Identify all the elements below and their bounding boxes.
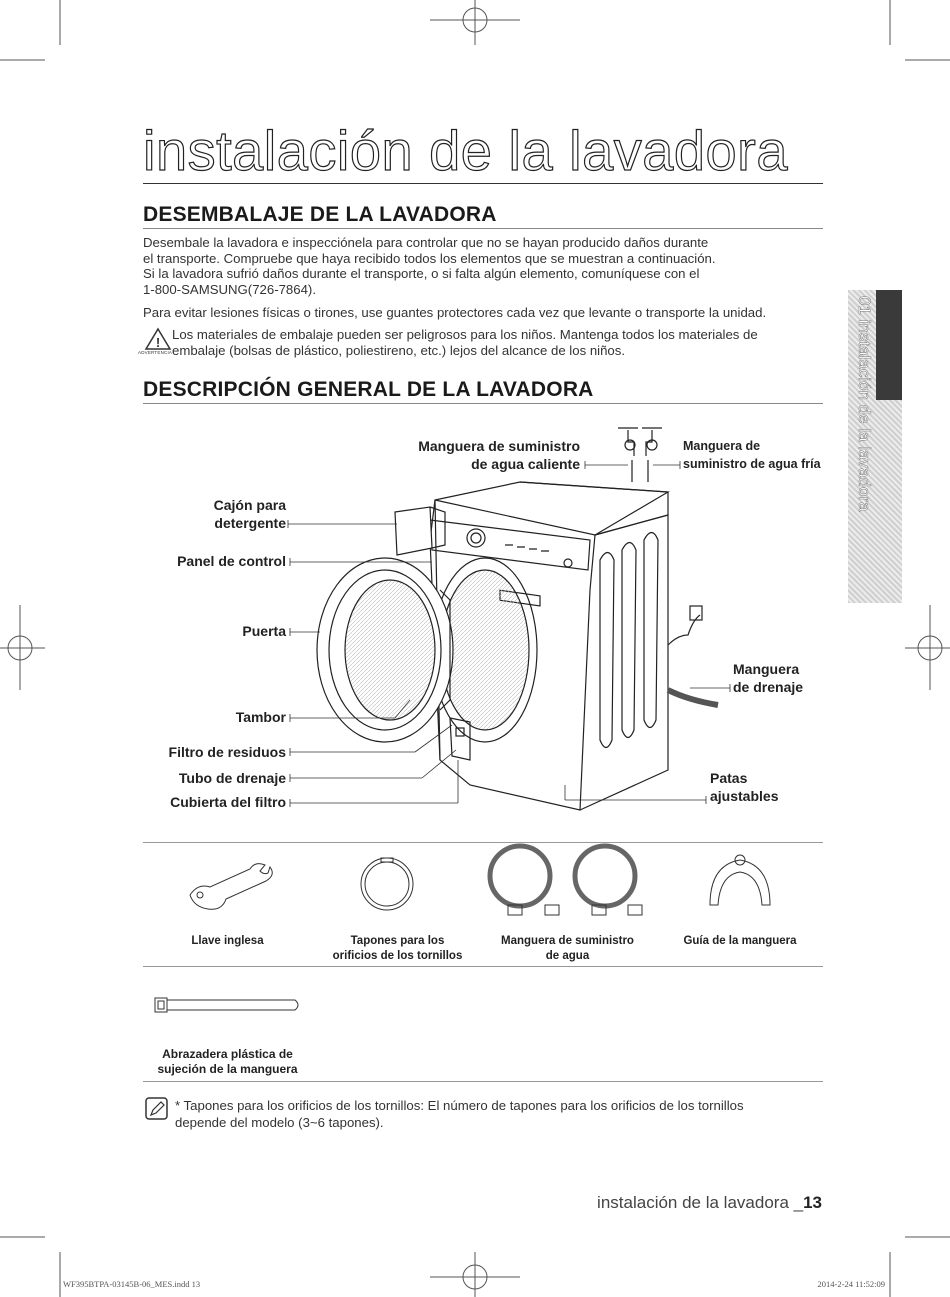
page-footer: instalación de la lavadora _13 bbox=[597, 1193, 822, 1212]
svg-text:!: ! bbox=[155, 335, 161, 350]
gloves-paragraph: Para evitar lesiones físicas o tirones, use guantes protectores cada vez que levante o transporte la unidad. bbox=[143, 305, 767, 320]
accessories-divider bbox=[143, 966, 823, 967]
unpacking-paragraph: Desembale la lavadora e inspecciónela para controlar que no se hayan producido daños durante el transporte. Compruebe que haya recibido todos los elementos que se muestran a continuación. Si la lavadora sufrió daños durante el transporte, o si falta algún elemento, comuníquese con el 1-800-SAMSUNG(726-7864). bbox=[143, 235, 716, 297]
label-hot-water-hose: Manguera de suministro de agua caliente bbox=[418, 438, 580, 472]
page-title: instalación de la lavadora bbox=[143, 119, 788, 182]
accessory-label-bolt-caps: Tapones para los orificios de los tornillos bbox=[332, 935, 463, 962]
note-icon bbox=[145, 1097, 169, 1121]
label-detergent-drawer: Cajón para detergente bbox=[213, 497, 286, 531]
side-tab-label: 01 instalación de la lavadora bbox=[855, 296, 874, 512]
label-adjustable-legs: Patas ajustables bbox=[710, 770, 779, 804]
accessory-label-wrench: Llave inglesa bbox=[191, 935, 264, 947]
warning-text: Los materiales de embalaje pueden ser peligrosos para los niños. Mantenga todos los materiales de embalaje (bolsas de plástico, poliestireno, etc.) lejos del alcance de los niños. bbox=[172, 327, 758, 358]
label-drum: Tambor bbox=[235, 709, 286, 725]
accessory-label-hose-guide: Guía de la manguera bbox=[683, 935, 797, 947]
page-number: 13 bbox=[803, 1193, 822, 1212]
label-debris-filter: Filtro de residuos bbox=[168, 744, 286, 760]
label-drain-tube: Tubo de drenaje bbox=[178, 770, 286, 786]
label-filter-cover: Cubierta del filtro bbox=[170, 794, 286, 810]
note-divider bbox=[143, 1081, 823, 1082]
label-cold-water-hose: Manguera de suministro de agua fría bbox=[683, 439, 821, 471]
accessory-label-cable-tie: Abrazadera plástica de sujeción de la manguera bbox=[157, 1047, 298, 1076]
print-file-info: WF395BTPA-03145B-06_MES.indd 13 bbox=[63, 1279, 201, 1289]
note-text: * Tapones para los orificios de los tornillos: El número de tapones para los orificios de los tornillos depende del modelo (3~6 tapones). bbox=[175, 1098, 744, 1130]
print-timestamp: 2014-2-24 11:52:09 bbox=[817, 1279, 885, 1289]
warning-tag: ADVERTENCIA bbox=[138, 350, 173, 355]
section-heading-overview: DESCRIPCIÓN GENERAL DE LA LAVADORA bbox=[143, 378, 594, 401]
accessory-label-supply-hose: Manguera de suministro de agua bbox=[501, 935, 634, 962]
label-drain-hose: Manguera de drenaje bbox=[733, 661, 804, 695]
section-heading-unpacking: DESEMBALAJE DE LA LAVADORA bbox=[143, 203, 497, 226]
label-control-panel: Panel de control bbox=[177, 553, 286, 569]
label-door: Puerta bbox=[242, 623, 286, 639]
